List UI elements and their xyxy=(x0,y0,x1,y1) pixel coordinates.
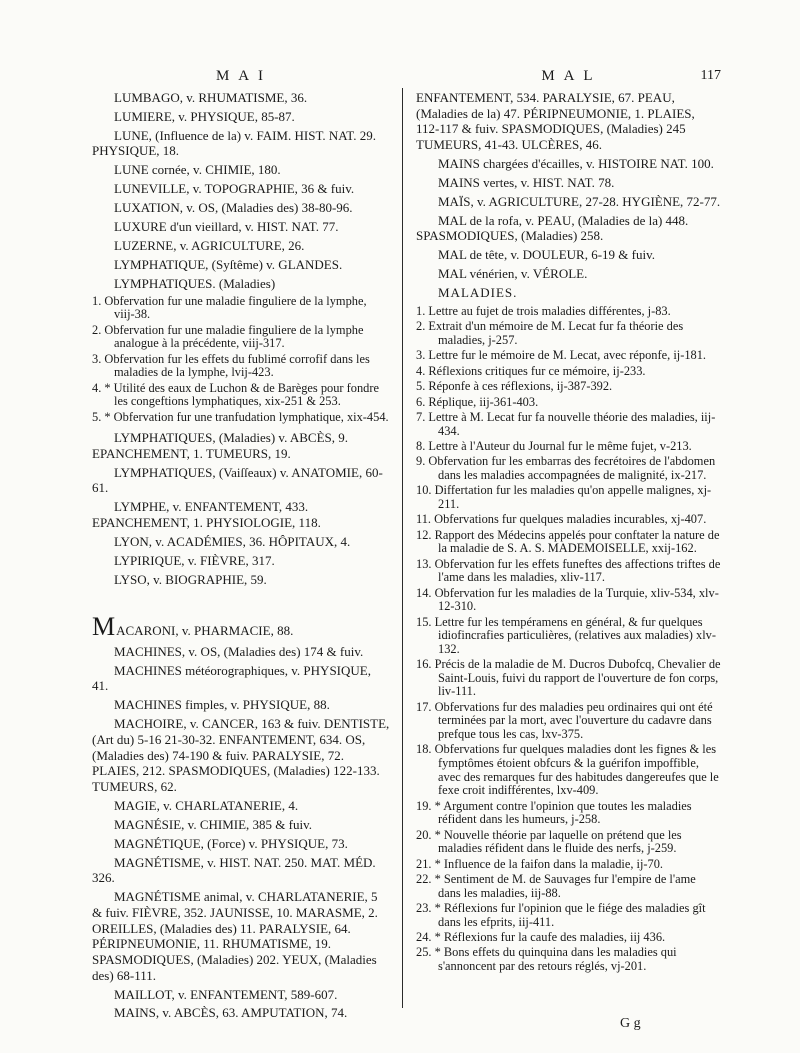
index-entry: MACHINES fimples, v. PHYSIQUE, 88. xyxy=(114,697,330,713)
index-entry-continued: ENFANTEMENT, 534. PARALYSIE, 67. PEAU, (Maladies de la) 47. PÉRIPNEUMONIE, 1. PLAIES, 112-117 & fuiv. SPASMODIQUES, (Maladies) 245 TUMEURS, 41-43. ULCÈRES, 46. xyxy=(416,90,695,153)
right-numbered-list xyxy=(416,305,721,973)
numbered-item: 8. Lettre à l'Auteur du Journal fur le même fujet, v-213. xyxy=(416,438,692,453)
numbered-item: 17. Obfervations fur des maladies peu ordinaires qui ont été terminées par la mort, avec l'ouverture du cadavre dans prefque tous les cas, lxv-375. xyxy=(416,699,713,742)
index-entry: MAGNÉTISME, v. HIST. NAT. 250. MAT. MÉD. 326. xyxy=(92,854,376,886)
index-entry: LUMIERE, v. PHYSIQUE, 85-87. xyxy=(114,108,295,124)
index-entry: LUXURE d'un vieillard, v. HIST. NAT. 77. xyxy=(114,219,339,235)
left-entries-c xyxy=(92,644,390,1021)
numbered-item: 14. Obfervation fur les maladies de la Turquie, xliv-534, xlv-12-310. xyxy=(416,585,719,614)
macaroni-entry xyxy=(92,613,390,641)
numbered-item: 22. * Sentiment de M. de Sauvages fur l'empire de l'ame dans les maladies, iij-88. xyxy=(416,871,696,900)
numbered-item: 11. Obfervations fur quelques maladies incurables, xj-407. xyxy=(416,512,707,527)
index-entry: MAINS, v. ABCÈS, 63. AMPUTATION, 74. xyxy=(114,1005,348,1021)
index-entry: MAL de tête, v. DOULEUR, 6-19 & fuiv. xyxy=(438,247,655,263)
index-entry: MACHINES, v. OS, (Maladies des) 174 & fuiv. xyxy=(114,643,364,659)
numbered-item: 3. Lettre fur le mémoire de M. Lecat, avec réponfe, ij-181. xyxy=(416,348,707,363)
numbered-item: 25. * Bons effets du quinquina dans les maladies qui s'annoncent par des retours réglés, vj-201. xyxy=(416,945,677,973)
section-heading: LYMPHATIQUES. (Maladies) xyxy=(114,275,276,291)
index-entry: MAILLOT, v. ENFANTEMENT, 589-607. xyxy=(114,986,338,1002)
numbered-item: 24. * Réflexions fur la caufe des maladies, iij 436. xyxy=(416,929,666,944)
left-entries-a xyxy=(92,90,390,291)
left-running-header xyxy=(92,68,390,88)
index-entry: LUNE cornée, v. CHIMIE, 180. xyxy=(114,162,281,178)
column-divider xyxy=(402,88,403,1008)
index-entry: MAGIE, v. CHARLATANERIE, 4. xyxy=(114,797,299,813)
signature-mark: G g xyxy=(620,1016,641,1031)
index-entry: MACHOIRE, v. CANCER, 163 & fuiv. DENTISTE, (Art du) 5-16 21-30-32. ENFANTEMENT, 634. OS, (Maladies des) 74-190 & fuiv. PARALYSIE, 72. PLAIES, 212. SPASMODIQUES, (Maladies) 122-133. TUMEURS, 62. xyxy=(92,716,390,794)
index-entry: LYMPHATIQUES, (Maladies) v. ABCÈS, 9. EPANCHEMENT, 1. TUMEURS, 19. xyxy=(92,430,349,461)
numbered-item: 13. Obfervation fur les effets funeftes des affections triftes de l'ame dans les maladies, xliv-117. xyxy=(416,556,721,585)
right-column xyxy=(416,68,721,975)
numbered-item: 5. * Obfervation fur une tranfudation lymphatique, xix-454. xyxy=(92,409,389,424)
numbered-item: 18. Obfervations fur quelques maladies dont les fignes & les fymptômes étoient obfcurs & la guérifon impoffible, avec des remarques fur des habitudes dangereufes que le fexe croit indifférentes, lxv-409. xyxy=(416,742,719,798)
numbered-item: 1. Lettre au fujet de trois maladies différentes, j-83. xyxy=(416,304,671,319)
numbered-item: 4. * Utilité des eaux de Luchon & de Barèges pour fondre les congeftions lymphatiques, xix-251 & 253. xyxy=(92,380,379,409)
section-initial-m: M xyxy=(92,611,117,641)
index-entry: MAGNÉTIQUE, (Force) v. PHYSIQUE, 73. xyxy=(114,835,348,851)
index-entry: LUNE, (Influence de la) v. FAIM. HIST. NAT. 29. PHYSIQUE, 18. xyxy=(92,127,376,159)
index-entry: LYMPHE, v. ENFANTEMENT, 433. EPANCHEMENT, 1. PHYSIOLOGIE, 118. xyxy=(92,499,321,531)
index-entry: LUXATION, v. OS, (Maladies des) 38-80-96. xyxy=(114,200,353,216)
index-entry: MAINS chargées d'écailles, v. HISTOIRE NAT. 100. xyxy=(438,156,714,171)
left-header-text: M A I xyxy=(215,68,266,84)
numbered-item: 21. * Influence de la faifon dans la maladie, ij-70. xyxy=(416,856,664,871)
index-entry: MAGNÉSIE, v. CHIMIE, 385 & fuiv. xyxy=(114,816,312,832)
index-entry: MAÏS, v. AGRICULTURE, 27-28. HYGIÈNE, 72-77. xyxy=(438,193,721,209)
index-entry: LYON, v. ACADÉMIES, 36. HÔPITAUX, 4. xyxy=(114,533,351,549)
index-entry: MAL vénérien, v. VÉROLE. xyxy=(438,266,588,282)
index-entry: LUMBAGO, v. RHUMATISME, 36. xyxy=(114,90,308,105)
numbered-item: 6. Réplique, iij-361-403. xyxy=(416,394,539,409)
index-entry: LYMPHATIQUE, (Syſtême) v. GLANDES. xyxy=(114,256,343,272)
numbered-item: 7. Lettre à M. Lecat fur fa nouvelle théorie des maladies, iij-434. xyxy=(416,409,716,438)
numbered-item: 5. Réponfe à ces réflexions, ij-387-392. xyxy=(416,379,613,394)
section-gap xyxy=(92,591,390,613)
index-entry: LUNEVILLE, v. TOPOGRAPHIE, 36 & fuiv. xyxy=(114,181,355,197)
right-running-header xyxy=(416,68,721,88)
numbered-item: 2. Extrait d'un mémoire de M. Lecat fur fa théorie des maladies, j-257. xyxy=(416,319,684,348)
numbered-item: 23. * Réflexions fur l'opinion que le fiége des maladies gît dans les efprits, iij-411. xyxy=(416,900,706,929)
numbered-item: 15. Lettre fur les tempéramens en général, & fur quelques idiofincrafies particulières, (relatives aux maladies) xlv-132. xyxy=(416,614,716,656)
numbered-item: 9. Obfervation fur les embarras des fecrétoires de l'abdomen dans les maladies accompagnées de malignité, ix-217. xyxy=(416,454,716,482)
right-entries-a xyxy=(416,90,721,282)
index-entry: LYSO, v. BIOGRAPHIE, 59. xyxy=(114,571,267,587)
numbered-item: 3. Obfervation fur les effets du fublimé corrofif dans les maladies de la lymphe, lvij-423. xyxy=(92,351,370,380)
left-entries-b xyxy=(92,430,390,587)
index-entry: MAINS vertes, v. HIST. NAT. 78. xyxy=(438,174,615,190)
page-number: 117 xyxy=(700,68,721,83)
index-entry: MAL de la rofa, v. PEAU, (Maladies de la) 448. SPASMODIQUES, (Maladies) 258. xyxy=(416,212,689,244)
numbered-item: 2. Obfervation fur une maladie finguliere de la lymphe analogue à la précédente, viij-317. xyxy=(92,322,364,351)
numbered-item: 4. Réflexions critiques fur ce mémoire, ij-233. xyxy=(416,363,646,378)
numbered-item: 16. Précis de la maladie de M. Ducros Dubofcq, Chevalier de Saint-Louis, fuivi du rapport de l'ouverture de fon corps, liv-111. xyxy=(416,657,721,699)
index-entry: MAGNÉTISME animal, v. CHARLATANERIE, 5 & fuiv. FIÈVRE, 352. JAUNISSE, 10. MARASME, 2. OREILLES, (Maladies des) 11. PARALYSIE, 64. PÉRIPNEUMONIE, 11. RHUMATISME, 19. SPASMODIQUES, (Maladies) 202. YEUX, (Maladies des) 68-111. xyxy=(92,889,378,983)
index-entry: LYPIRIQUE, v. FIÈVRE, 317. xyxy=(114,552,275,568)
index-entry: LYMPHATIQUES, (Vaiſſeaux) v. ANATOMIE, 60-61. xyxy=(92,464,383,496)
numbered-item: 12. Rapport des Médecins appelés pour conftater la nature de la maladie de S. A. S. MADEMOISELLE, xxij-162. xyxy=(416,527,720,556)
left-numbered-list xyxy=(92,295,390,425)
left-column xyxy=(92,68,390,1024)
numbered-item: 20. * Nouvelle théorie par laquelle on prétend que les maladies réfident dans le fluide des nerfs, j-259. xyxy=(416,827,682,856)
macaroni-text: ACARONI, v. PHARMACIE, 88. xyxy=(116,622,294,638)
numbered-item: 19. * Argument contre l'opinion que toutes les maladies réfident dans les humeurs, j-258. xyxy=(416,798,692,827)
numbered-item: 1. Obfervation fur une maladie finguliere de la lymphe, viij-38. xyxy=(92,293,367,322)
numbered-item: 10. Differtation fur les maladies qu'on appelle malignes, xj-211. xyxy=(416,483,712,511)
section-heading-maladies: MALADIES. xyxy=(438,285,518,301)
index-entry: LUZERNE, v. AGRICULTURE, 26. xyxy=(114,237,305,253)
right-header-text: M A L xyxy=(541,68,596,84)
index-entry: MACHINES météorographiques, v. PHYSIQUE, 41. xyxy=(92,662,371,694)
